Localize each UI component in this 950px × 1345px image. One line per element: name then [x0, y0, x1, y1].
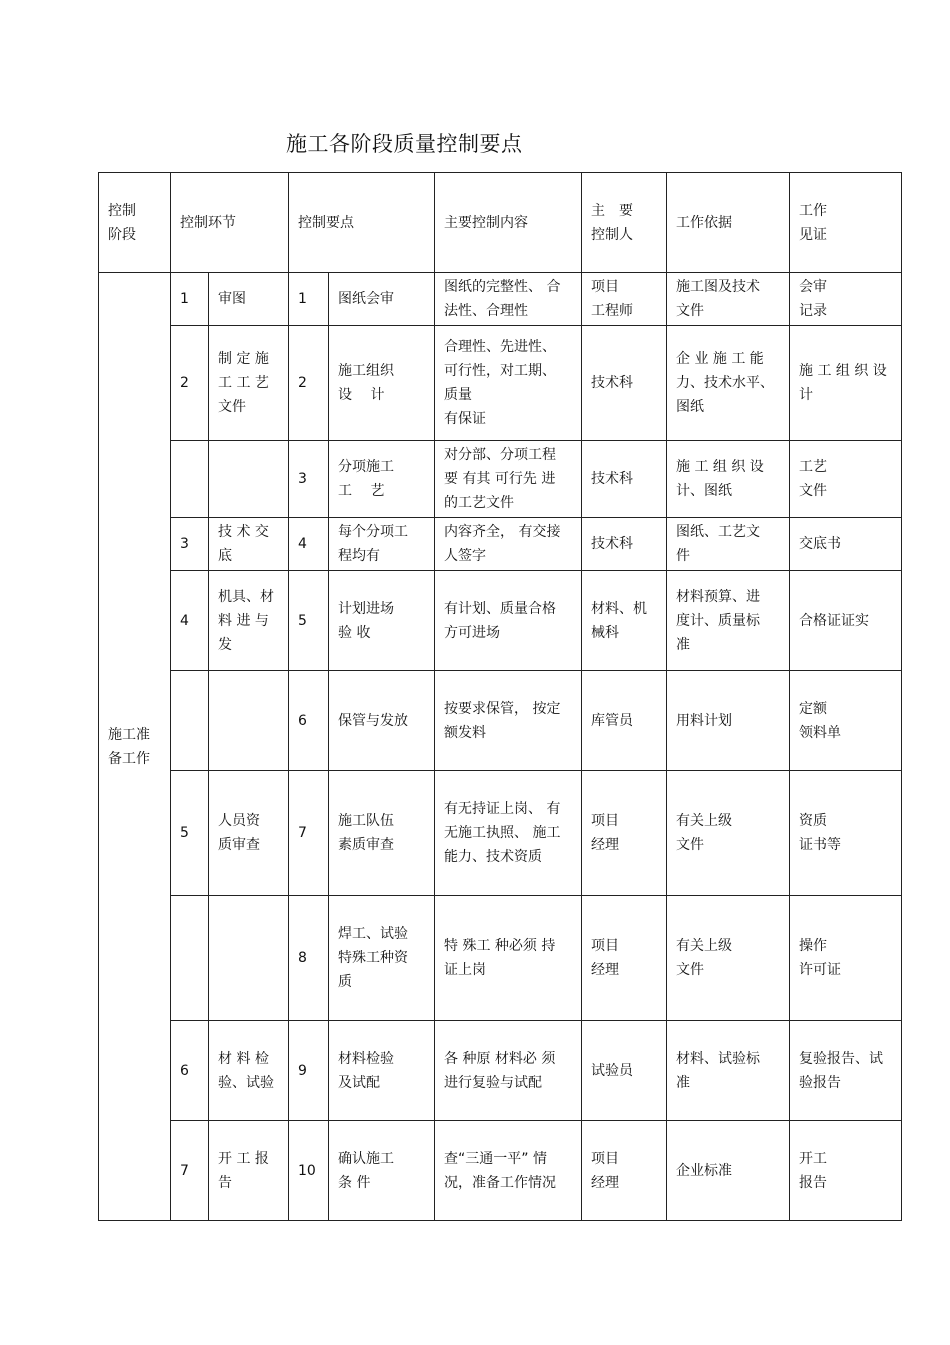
- link-name: 审图: [209, 273, 289, 326]
- point-number: 2: [289, 326, 329, 441]
- work-basis: 企 业 施 工 能 力、技术水平、 图纸: [667, 326, 790, 441]
- work-evidence: 资质 证书等: [790, 771, 902, 896]
- control-content: 对分部、分项工程 要 有其 可行先 进 的工艺文件: [435, 441, 582, 518]
- link-number: 4: [171, 571, 209, 671]
- control-content: 各 种原 材料必 须 进行复验与试配: [435, 1021, 582, 1121]
- point-number: 7: [289, 771, 329, 896]
- table-row: [99, 771, 902, 896]
- controller: 项目 工程师: [582, 273, 667, 326]
- link-number: 1: [171, 273, 209, 326]
- link-number: 5: [171, 771, 209, 896]
- work-basis: 企业标准: [667, 1121, 790, 1221]
- link-name: 机具、材 料 进 与 发: [209, 571, 289, 671]
- point-number: 6: [289, 671, 329, 771]
- table-row: [99, 571, 902, 671]
- header-content: 主要控制内容: [435, 173, 582, 273]
- link-number: [171, 896, 209, 1021]
- work-evidence: 会审 记录: [790, 273, 902, 326]
- table-row: [99, 441, 902, 518]
- quality-control-table: [98, 172, 902, 1221]
- work-evidence: 开工 报告: [790, 1121, 902, 1221]
- link-number: 7: [171, 1121, 209, 1221]
- controller: 技术科: [582, 326, 667, 441]
- control-content: 按要求保管， 按定 额发料: [435, 671, 582, 771]
- link-number: [171, 441, 209, 518]
- controller: 技术科: [582, 441, 667, 518]
- link-name: [209, 671, 289, 771]
- table-row: [99, 1021, 902, 1121]
- point-name: 保管与发放: [329, 671, 435, 771]
- link-name: [209, 441, 289, 518]
- link-number: 3: [171, 518, 209, 571]
- point-number: 8: [289, 896, 329, 1021]
- work-basis: 材料、试验标 准: [667, 1021, 790, 1121]
- link-name: 材 料 检 验、试验: [209, 1021, 289, 1121]
- table-row: [99, 273, 902, 326]
- point-number: 1: [289, 273, 329, 326]
- link-number: 6: [171, 1021, 209, 1121]
- control-content: 特 殊工 种必须 持 证上岗: [435, 896, 582, 1021]
- control-content: 合理性、先进性、 可行性，对工期、 质量 有保证: [435, 326, 582, 441]
- table-row: [99, 1121, 902, 1221]
- link-name: 技 术 交 底: [209, 518, 289, 571]
- point-number: 5: [289, 571, 329, 671]
- work-evidence: 复验报告、试 验报告: [790, 1021, 902, 1121]
- point-name: 材料检验 及试配: [329, 1021, 435, 1121]
- controller: 项目 经理: [582, 1121, 667, 1221]
- controller: 项目 经理: [582, 771, 667, 896]
- work-basis: 材料预算、进 度计、质量标 准: [667, 571, 790, 671]
- control-content: 内容齐全， 有交接 人签字: [435, 518, 582, 571]
- point-name: 图纸会审: [329, 273, 435, 326]
- table-row: [99, 896, 902, 1021]
- link-number: 2: [171, 326, 209, 441]
- table-row: [99, 518, 902, 571]
- point-number: 10: [289, 1121, 329, 1221]
- header-point: 控制要点: [289, 173, 435, 273]
- header-evidence: 工作 见证: [790, 173, 902, 273]
- point-name: 焊工、试验 特殊工种资 质: [329, 896, 435, 1021]
- header-controller: 主 要 控制人: [582, 173, 667, 273]
- work-basis: 施 工 组 织 设 计、图纸: [667, 441, 790, 518]
- work-evidence: 施 工 组 织 设 计: [790, 326, 902, 441]
- point-number: 3: [289, 441, 329, 518]
- work-basis: 施工图及技术 文件: [667, 273, 790, 326]
- work-basis: 有关上级 文件: [667, 896, 790, 1021]
- header-row: [99, 173, 902, 273]
- point-number: 9: [289, 1021, 329, 1121]
- controller: 材料、机 械科: [582, 571, 667, 671]
- point-number: 4: [289, 518, 329, 571]
- control-content: 有无持证上岗、 有 无施工执照、 施工 能力、技术资质: [435, 771, 582, 896]
- point-name: 施工组织 设 计: [329, 326, 435, 441]
- link-name: [209, 896, 289, 1021]
- link-name: 人员资 质审查: [209, 771, 289, 896]
- link-number: [171, 671, 209, 771]
- work-basis: 用料计划: [667, 671, 790, 771]
- point-name: 施工队伍 素质审查: [329, 771, 435, 896]
- control-content: 查“三通一平” 情 况，准备工作情况: [435, 1121, 582, 1221]
- stage-cell: 施工准 备工作: [99, 273, 171, 1221]
- control-content: 图纸的完整性、 合 法性、合理性: [435, 273, 582, 326]
- work-basis: 图纸、工艺文 件: [667, 518, 790, 571]
- work-evidence: 合格证证实: [790, 571, 902, 671]
- controller: 试验员: [582, 1021, 667, 1121]
- header-basis: 工作依据: [667, 173, 790, 273]
- controller: 技术科: [582, 518, 667, 571]
- work-evidence: 交底书: [790, 518, 902, 571]
- control-content: 有计划、质量合格 方可进场: [435, 571, 582, 671]
- link-name: 开 工 报 告: [209, 1121, 289, 1221]
- table-row: [99, 671, 902, 771]
- table-row: [99, 326, 902, 441]
- point-name: 每个分项工 程均有: [329, 518, 435, 571]
- work-evidence: 工艺 文件: [790, 441, 902, 518]
- page-title: 施工各阶段质量控制要点: [286, 132, 523, 156]
- controller: 项目 经理: [582, 896, 667, 1021]
- work-evidence: 定额 领料单: [790, 671, 902, 771]
- link-name: 制 定 施 工 工 艺 文件: [209, 326, 289, 441]
- controller: 库管员: [582, 671, 667, 771]
- work-evidence: 操作 许可证: [790, 896, 902, 1021]
- point-name: 计划进场 验 收: [329, 571, 435, 671]
- header-stage: 控制 阶段: [99, 173, 171, 273]
- work-basis: 有关上级 文件: [667, 771, 790, 896]
- point-name: 分项施工 工 艺: [329, 441, 435, 518]
- point-name: 确认施工 条 件: [329, 1121, 435, 1221]
- header-link: 控制环节: [171, 173, 289, 273]
